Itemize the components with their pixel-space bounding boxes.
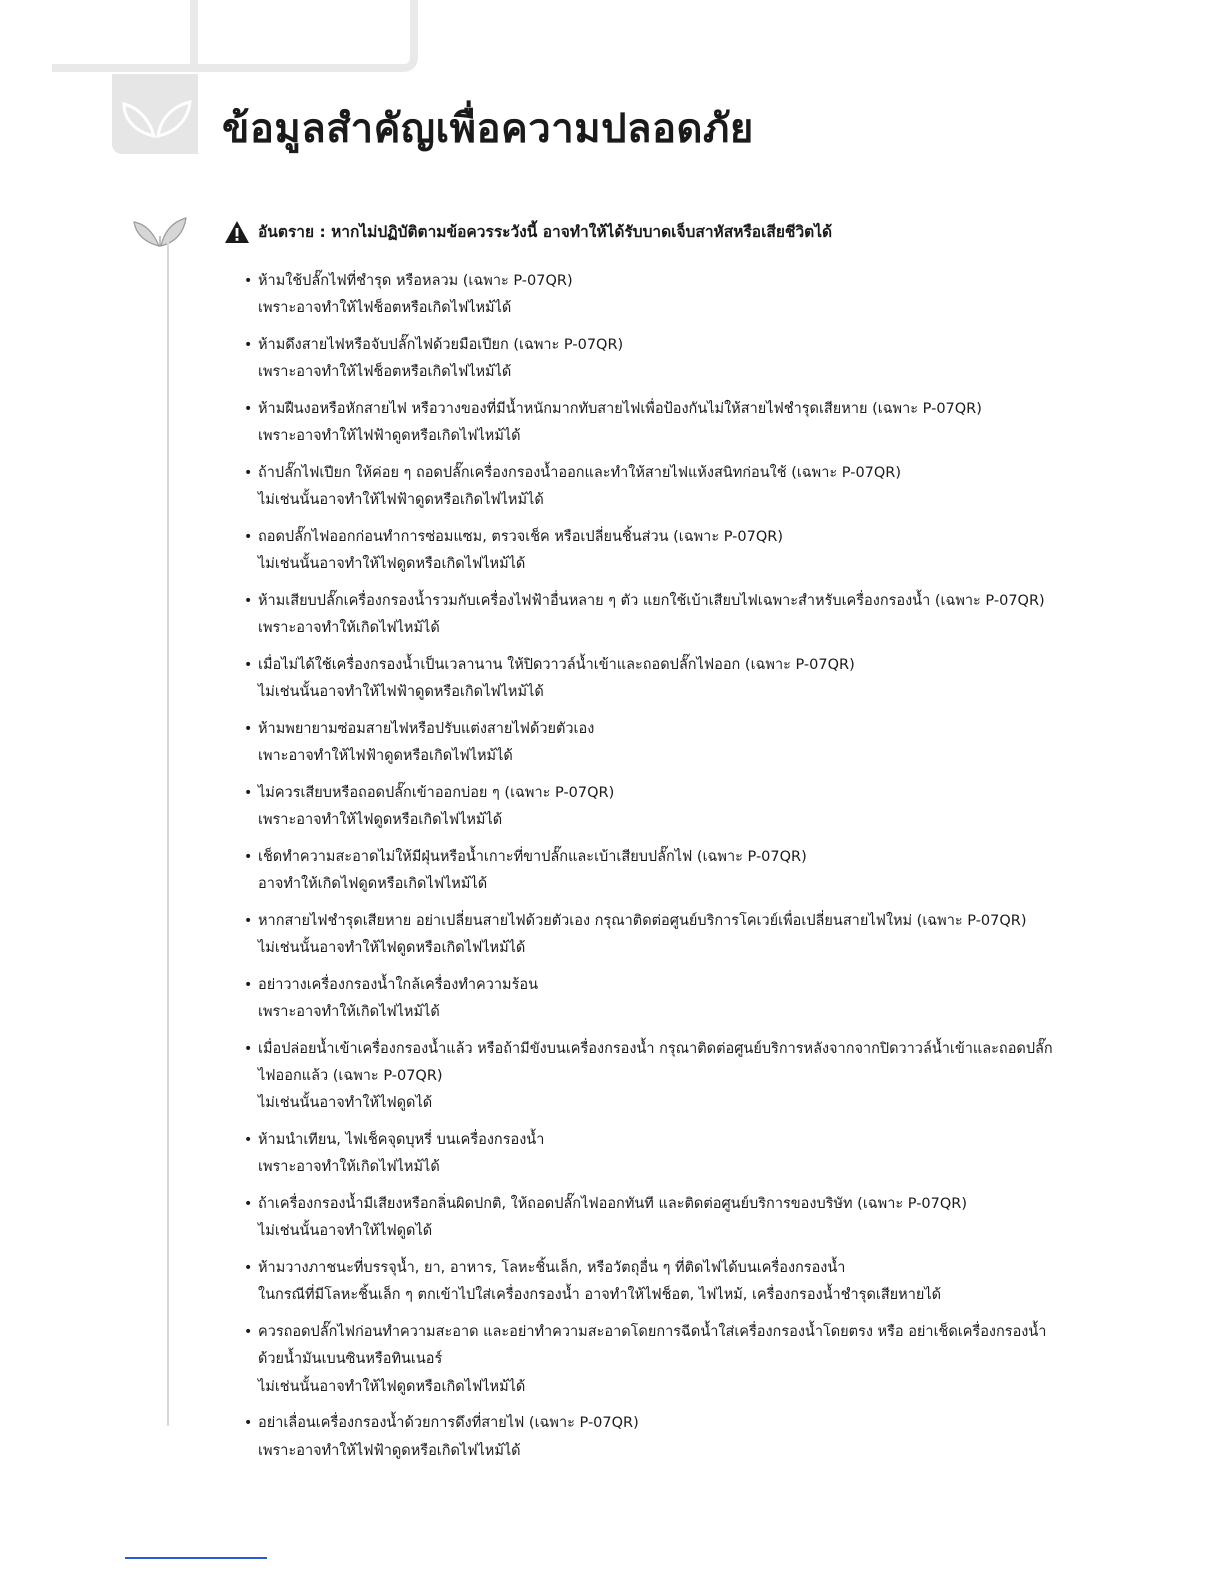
safety-item (244, 1191, 1064, 1246)
title-icon-box (112, 74, 198, 154)
safety-item-note: ไม่เช่นนั้นอาจทำให้ไฟดูดหรือเกิดไฟไหม้ได้ (258, 556, 526, 573)
safety-item-note: ไม่เช่นนั้นอาจทำให้ไฟฟ้าดูดหรือเกิดไฟไหม้ได้ (258, 492, 544, 509)
safety-item (244, 524, 1064, 579)
bullet: • (244, 273, 253, 289)
safety-item-note: ไม่เช่นนั้นอาจทำให้ไฟดูดหรือเกิดไฟไหม้ได้ (258, 940, 526, 957)
safety-item (244, 972, 1064, 1027)
safety-item-note: เพราะอาจทำให้ไฟฟ้าดูดหรือเกิดไฟไหม้ได้ (258, 1442, 521, 1459)
bullet: • (244, 1196, 253, 1213)
safety-item-note: ไม่เช่นนั้นอาจทำให้ไฟดูดหรือเกิดไฟไหม้ได้ (258, 1378, 526, 1395)
bullet: • (244, 1132, 253, 1149)
safety-item-note: อาจทำให้เกิดไฟดูดหรือเกิดไฟไหม้ได้ (258, 876, 488, 893)
safety-item (244, 1036, 1064, 1118)
warning-triangle-icon (224, 220, 250, 244)
bullet: • (244, 976, 253, 993)
safety-item-text: ไม่ควรเสียบหรือถอดปลั๊กเข้าออกบ่อย ๆ (เฉพาะ P-07QR) (258, 784, 615, 801)
safety-item-text: ห้ามเสียบปลั๊กเครื่องกรองน้ำรวมกับเครื่องไฟฟ้าอื่นหลาย ๆ ตัว แยกใช้เบ้าเสียบไฟเฉพาะสำหรับเครื่องกรองน้ำ (เฉพาะ P-07QR) (258, 592, 1045, 609)
safety-item-note: เพราะอาจทำให้เกิดไฟไหม้ได้ (258, 620, 440, 637)
corner-bar-decoration (52, 64, 202, 72)
safety-item (244, 716, 1064, 771)
safety-list (244, 268, 1064, 1474)
safety-item-text: ถ้าเครื่องกรองน้ำมีเสียงหรือกลิ่นผิดปกติ, ให้ถอดปลั๊กไฟออกทันที และติดต่อศูนย์บริการของบริษัท (เฉพาะ P-07QR) (258, 1196, 968, 1213)
danger-warning-header (224, 219, 832, 244)
leaf-watermark-icon (120, 92, 192, 138)
section-vertical-rule (167, 236, 169, 1426)
safety-item (244, 1127, 1064, 1182)
safety-item (244, 460, 1064, 515)
safety-item (244, 1410, 1064, 1465)
safety-item (244, 268, 1064, 323)
safety-item-note: ไม่เช่นนั้นอาจทำให้ไฟดูดได้ (258, 1095, 433, 1112)
safety-item-text: ห้ามดึงสายไฟหรือจับปลั๊กไฟด้วยมือเปียก (เฉพาะ P-07QR) (258, 336, 624, 353)
safety-item (244, 332, 1064, 387)
safety-item (244, 588, 1064, 643)
safety-item-text: เมื่อปล่อยน้ำเข้าเครื่องกรองน้ำแล้ว หรือถ้ามีขังบนเครื่องกรองน้ำ กรุณาติดต่อศูนย์บริการหลังจากจากปิดวาวล์น้ำเข้าและถอดปลั๊กไฟออกแล้ว (เฉพาะ P-07QR) (258, 1040, 1053, 1085)
safety-item-text: อย่าวางเครื่องกรองน้ำใกล้เครื่องทำความร้อน (258, 976, 538, 993)
footer-rule (125, 1557, 267, 1559)
safety-item-note: เพราะอาจทำให้ไฟช็อตหรือเกิดไฟไหม้ได้ (258, 364, 512, 381)
safety-item-text: ห้ามนำเทียน, ไฟเช็คจุดบุหรี่ บนเครื่องกรองน้ำ (258, 1132, 545, 1149)
safety-item-text: หากสายไฟชำรุดเสียหาย อย่าเปลี่ยนสายไฟด้วยตัวเอง กรุณาติดต่อศูนย์บริการโคเวย์เพื่อเปลี่ยนสายไฟใหม่ (เฉพาะ P-07QR) (258, 912, 1027, 929)
bullet: • (244, 1260, 253, 1277)
safety-item-note: เพราะอาจทำให้ไฟดูดหรือเกิดไฟไหม้ได้ (258, 812, 503, 829)
safety-item-note: เพราะอาจทำให้เกิดไฟไหม้ได้ (258, 1004, 440, 1021)
safety-item (244, 780, 1064, 835)
safety-item-text: เมื่อไม่ได้ใช้เครื่องกรองน้ำเป็นเวลานาน ให้ปิดวาวล์น้ำเข้าและถอดปลั๊กไฟออก (เฉพาะ P-07QR) (258, 656, 855, 673)
safety-item-note: เพราะอาจทำให้ไฟช็อตหรือเกิดไฟไหม้ได้ (258, 300, 512, 317)
safety-item (244, 908, 1064, 963)
bullet: • (244, 784, 253, 801)
safety-item-text: ควรถอดปลั๊กไฟก่อนทำความสะอาด และอย่าทำความสะอาดโดยการฉีดน้ำใส่เครื่องกรองน้ำโดยตรง หรือ อย่าเช็ดเครื่องกรองน้ำด้วยน้ำมันเบนซินหรือทินเนอร์ (258, 1324, 1047, 1368)
safety-item-note: เพราะอาจทำให้เกิดไฟไหม้ได้ (258, 1159, 440, 1176)
bullet: • (244, 528, 253, 545)
bullet: • (244, 1040, 253, 1057)
bullet: • (244, 912, 253, 929)
page-title: ข้อมูลสำคัญเพื่อความปลอดภัย (222, 106, 754, 152)
bullet: • (244, 1324, 253, 1341)
safety-item-text: ห้ามพยายามซ่อมสายไฟหรือปรับแต่งสายไฟด้วยตัวเอง (258, 720, 595, 737)
safety-item (244, 1255, 1064, 1310)
bullet: • (244, 720, 253, 737)
safety-item-text: อย่าเลื่อนเครื่องกรองน้ำด้วยการดึงที่สายไฟ (เฉพาะ P-07QR) (258, 1415, 639, 1432)
safety-item (244, 396, 1064, 451)
leaf-icon (132, 214, 188, 248)
safety-item (244, 652, 1064, 707)
safety-item-text: ห้ามวางภาชนะที่บรรจุน้ำ, ยา, อาหาร, โลหะชิ้นเล็ก, หรือวัตถุอื่น ๆ ที่ติดไฟได้บนเครื่องกรองน้ำ (258, 1260, 846, 1277)
bullet: • (244, 464, 253, 481)
bullet: • (244, 336, 253, 353)
safety-item-note: ในกรณีที่มีโลหะชิ้นเล็ก ๆ ตกเข้าไปใส่เครื่องกรองน้ำ อาจทำให้ไฟช็อต, ไฟไหม้, เครื่องกรองน้ำชำรุดเสียหายได้ (258, 1287, 942, 1304)
bullet: • (244, 1415, 253, 1432)
bullet: • (244, 656, 253, 673)
safety-item (244, 844, 1064, 899)
safety-item-note: ไม่เช่นนั้นอาจทำให้ไฟฟ้าดูดหรือเกิดไฟไหม้ได้ (258, 684, 544, 701)
corner-frame-decoration (190, 0, 418, 72)
safety-item-note: ไม่เช่นนั้นอาจทำให้ไฟดูดได้ (258, 1223, 433, 1240)
safety-item-text: ถอดปลั๊กไฟออกก่อนทำการซ่อมแซม, ตรวจเช็ค หรือเปลี่ยนชิ้นส่วน (เฉพาะ P-07QR) (258, 528, 783, 545)
safety-item-note: เพราะอาจทำให้ไฟฟ้าดูดหรือเกิดไฟไหม้ได้ (258, 428, 521, 445)
bullet: • (244, 592, 253, 609)
safety-item-text: เช็ดทำความสะอาดไม่ให้มีฝุ่นหรือน้ำเกาะที่ขาปลั๊กและเบ้าเสียบปลั๊กไฟ (เฉพาะ P-07QR) (258, 848, 807, 865)
bullet: • (244, 400, 253, 417)
danger-warning-text: อันตราย : หากไม่ปฏิบัติตามข้อควรระวังนี้ อาจทำให้ได้รับบาดเจ็บสาหัสหรือเสียชีวิตได้ (258, 223, 833, 241)
safety-item-text: ถ้าปลั๊กไฟเปียก ให้ค่อย ๆ ถอดปลั๊กเครื่องกรองน้ำออกและทำให้สายไฟแห้งสนิทก่อนใช้ (เฉพาะ P-07QR) (258, 464, 902, 481)
safety-item-note: เพาะอาจทำให้ไฟฟ้าดูดหรือเกิดไฟไหม้ได้ (258, 748, 513, 765)
safety-item-text: ห้ามฝืนงอหรือหักสายไฟ หรือวางของที่มีน้ำหนักมากทับสายไฟเพื่อป้องกันไม่ให้สายไฟชำรุดเสียหาย (เฉพาะ P-07QR) (258, 400, 982, 417)
safety-item (244, 1319, 1064, 1401)
safety-item-text: ห้ามใช้ปลั๊กไฟที่ชำรุด หรือหลวม (เฉพาะ P-07QR) (258, 273, 573, 289)
bullet: • (244, 848, 253, 865)
